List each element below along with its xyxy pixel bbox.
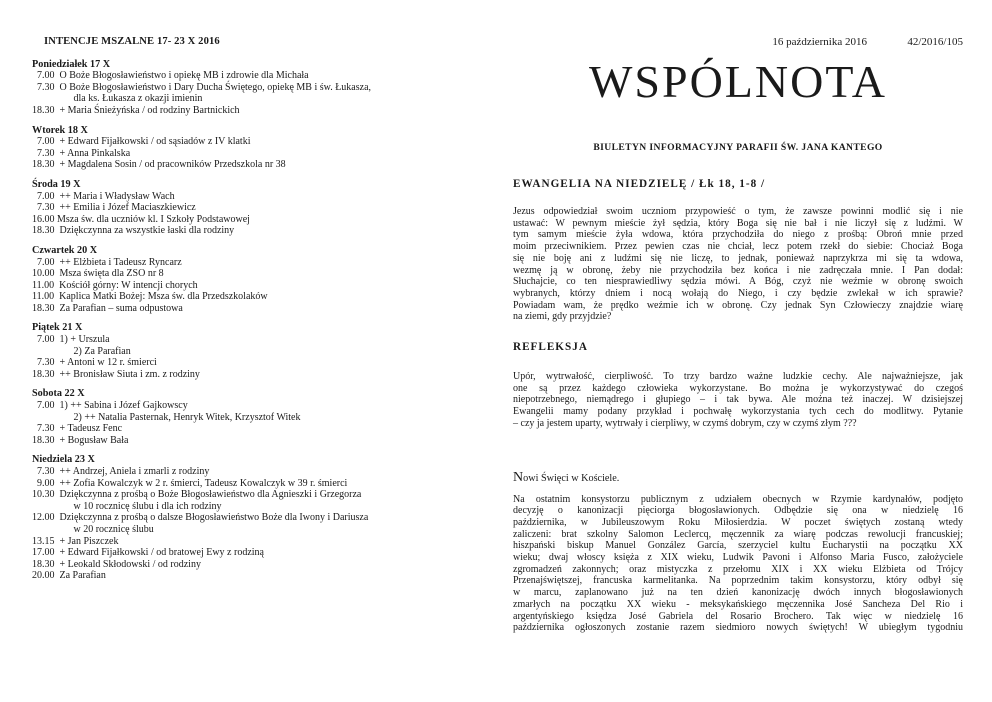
- mass-entry: [32, 466, 472, 478]
- intention-line: Za Parafian – suma odpustowa: [59, 302, 183, 314]
- text-line: tym samym mieście żyła wdowa, która przychodziła do niego z prośbą: Obroń mnie przed: [513, 229, 963, 241]
- text-line: wybranych, którzy dniem i nocą wołają do Niego, i czy będzie zwlekał w ich sprawie?: [513, 287, 963, 299]
- saints-heading-rest: owi Święci w Kościele.: [523, 472, 620, 484]
- text-line: zmarłych na początku XX wieku - meksykańskiego męczennika José Sancheza Del Rio i: [513, 598, 963, 610]
- intention-line: + Jan Piszczek: [59, 535, 119, 547]
- mass-entry: [32, 202, 472, 214]
- intention-line: + Maria Śnieżyńska / od rodziny Bartnickich: [59, 104, 240, 116]
- mass-entry: [32, 105, 472, 117]
- intention-day: [32, 388, 472, 446]
- day-name: Poniedziałek 17 X: [32, 58, 111, 70]
- issue-date: 16 października 2016: [772, 36, 867, 48]
- reflection-heading: REFLEKSJA: [513, 341, 588, 354]
- intention-line: O Boże Błogosławieństwo i opiekę MB i zdrowie dla Michała: [59, 70, 309, 82]
- mass-intention: [60, 70, 473, 82]
- text-line: Na ostatnim konsystorzu publicznym z udziałem obecnych w Rzymie kardynałów, podjęto: [513, 493, 963, 505]
- intention-line: 1) + Urszula: [59, 334, 110, 346]
- text-line: Słuchajcie, co ten niesprawiedliwy sędzia mówi. A Bóg, czyż nie weźmie w obronę swoich: [513, 276, 963, 288]
- mass-time: 18.30: [32, 434, 60, 446]
- mass-entry: [32, 435, 472, 447]
- mass-time: 11.00: [32, 291, 60, 303]
- mass-time: 18.30: [32, 104, 60, 116]
- mass-time: 7.30: [32, 147, 60, 159]
- intention-line: + Antoni w 12 r. śmierci: [59, 357, 157, 369]
- text-line: się nie boję ani z ludźmi się nie liczę, to jednak, ponieważ naprzykrza mi się ta wdowa,: [513, 252, 963, 264]
- mass-intention: [60, 489, 473, 512]
- mass-time: 10.30: [32, 489, 60, 501]
- mass-intention: [60, 303, 473, 315]
- day-name: Niedziela 23 X: [32, 454, 95, 466]
- saints-heading: [513, 470, 963, 486]
- intention-line: Dziękczynna z prośbą o dalsze Błogosławieństwo Boże dla Iwony i Dariusza: [59, 512, 369, 524]
- text-line: Upór, wytrwałość, cierpliwość. To trzy bardzo ważne ludzkie cechy. Ale najważniejsze, jak: [513, 371, 963, 383]
- mass-intention: [60, 202, 473, 214]
- mass-intention: [60, 536, 473, 548]
- mass-intention: [60, 105, 473, 117]
- intention-line: w 20 rocznicę ślubu: [73, 523, 154, 535]
- text-line: w marcu, zaplanowano już na ten dzień kanonizację dwóch innych błogosławionych: [513, 587, 963, 599]
- mass-time: 11.00: [32, 279, 60, 291]
- mass-entry: [32, 547, 472, 559]
- mass-time: 7.00: [32, 334, 60, 346]
- text-line: – czy ja jestem uparty, wytrwały i cierpliwy, w czymś dobrym, czy w czymś złym ???: [513, 417, 857, 429]
- text-line: zgromadzeń zakonnych; oraz mistyczka z przełomu XIX i XX wieku Elżbieta od Trójcy: [513, 563, 963, 575]
- intention-line: ++ Zofia Kowalczyk w 2 r. śmierci, Tadeusz Kowalczyk w 39 r. śmierci: [59, 477, 348, 489]
- mass-intention: [60, 148, 473, 160]
- text-line: Powiadam wam, że prędko weźmie ich w obronę. Czy jednak Syn Człowieczy znajdzie wiarę: [513, 299, 963, 311]
- day-name: Czwartek 20 X: [32, 244, 98, 256]
- text-line: decyzję o kanonizacji pięciorga błogosławionych. Odbędzie się ona w niedzielę 16: [513, 505, 963, 517]
- text-line: hiszpański biskup Manuel González García, szerzyciel kultu Eucharystii na początku XX: [513, 540, 963, 552]
- text-line: one są przez każdego człowieka wykorzystane. Bo można je wykorzystywać do czegoś: [513, 382, 963, 394]
- main-column: [513, 36, 963, 634]
- text-line: moim przeciwnikiem. Przez pewien czas nie chciał, lecz potem rzekł do siebie: Chociaż Boga: [513, 241, 963, 253]
- mass-entry: [32, 536, 472, 548]
- mass-intention: [60, 559, 473, 571]
- text-line: Przenajświętszej, francuska karmelitanka. Na poprzednim takim konsystorzu, który odbył się: [513, 575, 963, 587]
- mass-time: 7.00: [32, 256, 60, 268]
- mass-entry: [32, 334, 472, 357]
- mass-time: 7.30: [32, 466, 60, 477]
- text-line: ustawać: W pewnym mieście żył sędzia, który Boga się nie bał i nie liczył się z ludźmi. W: [513, 217, 963, 229]
- text-line: wezmę ją w obronę, żeby nie przychodziła bez końca i nie zadręczała mnie. I Pan dodał:: [513, 264, 963, 276]
- mass-intention: [60, 547, 473, 559]
- mass-entry: [32, 148, 472, 160]
- intention-line: ++ Elżbieta i Tadeusz Ryncarz: [59, 256, 182, 268]
- intention-line: + Anna Pinkalska: [59, 147, 131, 159]
- intention-line: Msza święta dla ZSO nr 8: [59, 268, 164, 280]
- mass-entry: [32, 214, 472, 226]
- mass-intention: [60, 423, 473, 435]
- intention-day: [32, 125, 472, 171]
- mass-intentions-column: [32, 36, 472, 590]
- issue-header: [513, 36, 963, 50]
- intention-day: [32, 322, 472, 380]
- mass-entry: [32, 423, 472, 435]
- mass-time: 18.30: [32, 159, 60, 171]
- intention-line: dla ks. Łukasza z okazji imienin: [73, 93, 203, 105]
- day-name: Sobota 22 X: [32, 388, 85, 400]
- mass-time: 9.00: [32, 477, 60, 489]
- intention-line: + Bogusław Bała: [59, 434, 129, 446]
- mass-entry: [32, 478, 472, 490]
- mass-time: 20.00: [32, 570, 60, 582]
- text-line: na ziemi, gdy przyjdzie?: [513, 311, 612, 323]
- intention-day: [32, 179, 472, 237]
- mass-intention: [57, 214, 472, 226]
- intention-line: ++ Bronisław Siuta i zm. z rodziny: [59, 368, 200, 380]
- saints-heading-initial: N: [513, 469, 524, 485]
- mass-intention: [60, 570, 473, 582]
- intention-line: w 10 rocznicę ślubu i dla ich rodziny: [73, 500, 222, 512]
- masthead-title: WSPÓLNOTA: [589, 56, 887, 107]
- mass-intention: [60, 225, 473, 237]
- mass-time: 7.00: [32, 70, 60, 82]
- mass-intention: [60, 268, 473, 280]
- mass-time: 18.30: [32, 558, 60, 570]
- intention-line: Dziękczynna za wszystkie łaski dla rodziny: [59, 225, 235, 237]
- mass-time: 16.00: [32, 213, 57, 225]
- mass-entry: [32, 303, 472, 315]
- intention-day: [32, 454, 472, 582]
- intention-line: Dziękczynna z prośbą o Boże Błogosławieństwo dla Agnieszki i Grzegorza: [59, 489, 362, 501]
- mass-intention: [60, 466, 473, 478]
- mass-entry: [32, 489, 472, 512]
- text-line: zaliczeni: brat szkolny Salomon Leclercq, męczennik za wiarę podczas rewolucji francuskiej;: [513, 528, 963, 540]
- mass-entry: [32, 280, 472, 292]
- intention-line: Za Parafian: [59, 570, 106, 582]
- intention-line: ++ Emilia i Józef Maciaszkiewicz: [59, 202, 196, 214]
- text-line: Ewangelii mamy podany przykład i pochwałę wykorzystania tych cech do modlitwy. Pytanie: [513, 406, 963, 418]
- mass-time: 7.00: [32, 136, 60, 148]
- mass-entry: [32, 136, 472, 148]
- mass-time: 17.00: [32, 547, 60, 559]
- day-name: Piątek 21 X: [32, 322, 83, 334]
- mass-intention: [60, 159, 473, 171]
- mass-time: 18.30: [32, 225, 60, 237]
- mass-entry: [32, 268, 472, 280]
- gospel-text: [513, 206, 963, 323]
- text-line: października ogłoszonych zostanie razem siedmioro nowych świętych! W ubiegłym tygodniu: [513, 622, 963, 634]
- mass-time: 18.30: [32, 368, 60, 380]
- intentions-days: [32, 59, 472, 582]
- mass-intention: [59, 291, 472, 303]
- mass-entry: [32, 512, 472, 535]
- mass-entry: [32, 369, 472, 381]
- intention-line: ++ Andrzej, Aniela i zmarli z rodziny: [59, 466, 210, 477]
- intention-line: + Edward Fijałkowski / od bratowej Ewy z rodziną: [59, 547, 264, 559]
- text-line: października, w Jubileuszowym Roku Miłosierdzia. W poczet świętych zostaną wtedy: [513, 516, 963, 528]
- mass-time: 13.15: [32, 535, 60, 547]
- mass-entry: [32, 70, 472, 82]
- gospel-heading: EWANGELIA NA NIEDZIELĘ / Łk 18, 1-8 /: [513, 178, 766, 190]
- mass-intention: [60, 478, 473, 490]
- mass-intention: [60, 136, 473, 148]
- intention-line: Kościół górny: W intencji chorych: [59, 279, 198, 291]
- mass-time: 7.30: [32, 423, 60, 435]
- mass-intention: [60, 82, 473, 105]
- reflection-text: [513, 371, 963, 430]
- mass-time: 12.00: [32, 512, 60, 524]
- mass-time: 7.30: [32, 81, 60, 93]
- intention-line: ++ Maria i Władysław Wach: [59, 190, 175, 202]
- mass-intention: [60, 191, 473, 203]
- text-line: wieku; dwaj włoscy księża z XIX wieku, Ludwik Pavoni i Alfonso Maria Fusco, założyciele: [513, 552, 963, 564]
- day-name: Środa 19 X: [32, 178, 81, 190]
- text-line: argentyńskiego księdza José Gabriela del Rosario Brochero. Tak więc w niedzielę 16: [513, 610, 963, 622]
- mass-intention: [60, 334, 473, 357]
- mass-entry: [32, 257, 472, 269]
- mass-time: 7.30: [32, 202, 60, 214]
- mass-entry: [32, 82, 472, 105]
- mass-intention: [59, 280, 472, 292]
- saints-text: [513, 494, 963, 634]
- text-line: niepotrzebnego, niemądrego i głupiego – i tak bywa. Ale można też inaczej. W dzisiejszej: [513, 394, 963, 406]
- mass-intention: [60, 400, 473, 423]
- day-name: Wtorek 18 X: [32, 124, 88, 136]
- mass-entry: [32, 191, 472, 203]
- intention-line: + Magdalena Sosin / od pracowników Przedszkola nr 38: [59, 159, 286, 171]
- intention-line: + Leokald Skłodowski / od rodziny: [59, 558, 201, 570]
- mass-time: 10.00: [32, 268, 60, 280]
- mass-time: 7.00: [32, 400, 60, 412]
- text-line: Jezus odpowiedział swoim uczniom przypowieść o tym, że zawsze powinni modlić się i nie: [513, 206, 963, 217]
- intentions-title: INTENCJE MSZALNE 17- 23 X 2016: [44, 36, 220, 47]
- intention-line: O Boże Błogosławieństwo i Dary Ducha Świętego, opiekę MB i św. Łukasza,: [59, 81, 372, 93]
- mass-entry: [32, 291, 472, 303]
- intention-line: 1) ++ Sabina i Józef Gajkowscy: [59, 400, 188, 412]
- mass-entry: [32, 570, 472, 582]
- intention-line: Kaplica Matki Bożej: Msza św. dla Przedszkolaków: [59, 291, 268, 303]
- issue-number: 42/2016/105: [907, 36, 963, 48]
- mass-intention: [60, 512, 473, 535]
- intention-line: 2) ++ Natalia Pasternak, Henryk Witek, Krzysztof Witek: [73, 411, 301, 423]
- mass-entry: [32, 400, 472, 423]
- intention-day: [32, 59, 472, 117]
- intention-line: + Tadeusz Fenc: [59, 423, 123, 435]
- mass-intention: [60, 357, 473, 369]
- mass-entry: [32, 159, 472, 171]
- mass-intention: [60, 435, 473, 447]
- intention-line: + Edward Fijałkowski / od sąsiadów z IV klatki: [59, 136, 251, 148]
- intention-line: 2) Za Parafian: [73, 345, 131, 357]
- intention-day: [32, 245, 472, 315]
- masthead-subtitle: BIULETYN INFORMACYJNY PARAFII ŚW. JANA KANTEGO: [593, 142, 883, 153]
- mass-intention: [60, 369, 473, 381]
- mass-intention: [60, 257, 473, 269]
- mass-entry: [32, 559, 472, 571]
- mass-entry: [32, 225, 472, 237]
- intention-line: Msza św. dla uczniów kl. I Szkoły Podstawowej: [57, 213, 250, 225]
- mass-entry: [32, 357, 472, 369]
- mass-time: 7.00: [32, 190, 60, 202]
- mass-time: 18.30: [32, 302, 60, 314]
- mass-time: 7.30: [32, 357, 60, 369]
